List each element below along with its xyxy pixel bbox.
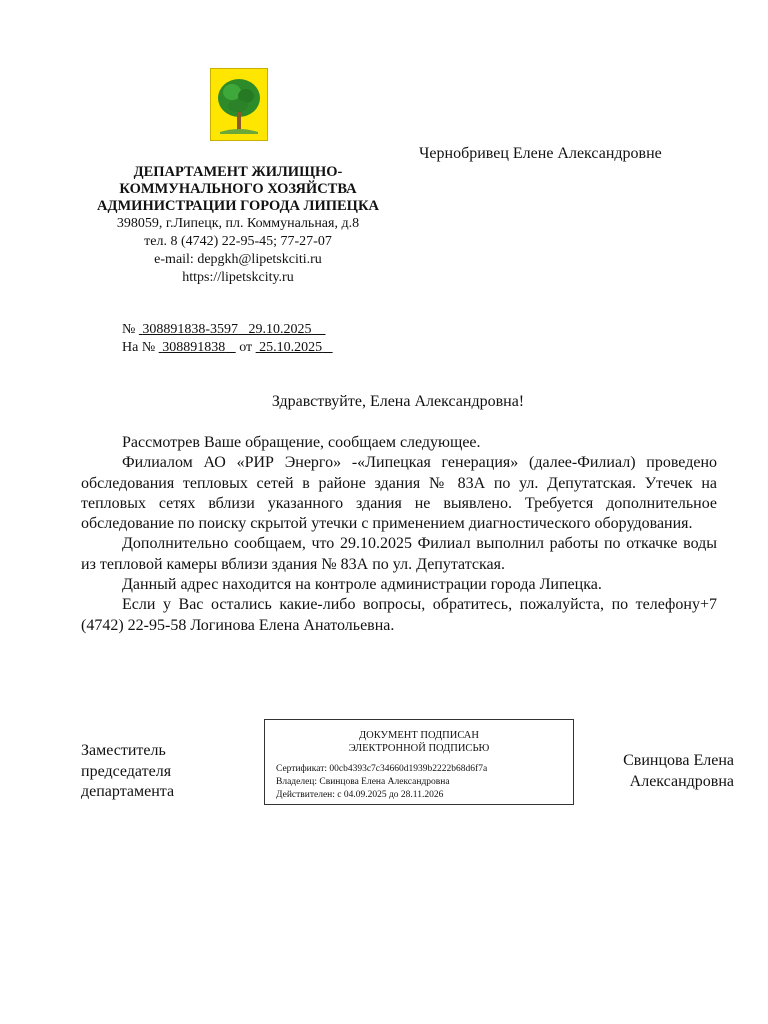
signatory-name [600, 751, 734, 792]
body-paragraph: Данный адрес находится на контроле администрации города Липецка. [122, 576, 602, 594]
outgoing-date: 29.10.2025 [248, 322, 312, 337]
signatory-position [81, 741, 174, 803]
number-label: № [122, 322, 136, 337]
position-line: департамента [81, 783, 175, 800]
position-line: Заместитель [81, 742, 166, 759]
stamp-owner: Владелец: Свинцова Елена Александровна [276, 777, 450, 787]
outgoing-number-field [139, 322, 326, 337]
organization-name-line: КОММУНАЛЬНОГО ХОЗЯЙСТВА [119, 181, 357, 197]
stamp-details [276, 763, 487, 802]
signatory-name-line: Свинцова Елена [623, 752, 734, 769]
stamp-certificate: Сертификат: 00cb4393c7c34660d1939b2222b68d6f7a [276, 764, 488, 774]
body-paragraph: Дополнительно сообщаем, что 29.10.2025 Филиал выполнил работы по откачке воды из тепловой камеры вблизи здания № 83А по ул. Депутатская. [81, 535, 717, 573]
outgoing-number-line [122, 321, 333, 339]
document-references [122, 321, 333, 357]
organization-name-line: ДЕПАРТАМЕНТ ЖИЛИЩНО- [133, 164, 343, 180]
organization-phone: тел. 8 (4742) 22-95-45; 77-27-07 [144, 234, 332, 249]
emblem-tree-icon [210, 68, 268, 141]
city-emblem [210, 68, 268, 141]
body-paragraph: Рассмотрев Ваше обращение, сообщаем следующее. [122, 434, 481, 451]
reply-number-field [159, 340, 236, 355]
reply-date: 25.10.2025 [259, 340, 323, 355]
organization-email: e-mail: depgkh@lipetskciti.ru [154, 252, 322, 267]
signatory-name-line: Александровна [629, 772, 734, 790]
electronic-signature-stamp [264, 719, 574, 805]
stamp-validity: Действителен: с 04.09.2025 до 28.11.2026 [276, 790, 444, 800]
reply-label: На № [122, 340, 156, 355]
stamp-title-line: ЭЛЕКТРОННОЙ ПОДПИСЬЮ [348, 743, 490, 754]
outgoing-number: 308891838-3597 [142, 322, 239, 337]
reply-date-field [256, 340, 333, 355]
reply-number: 308891838 [162, 340, 226, 355]
organization-block [68, 164, 408, 287]
organization-website: https://lipetskcity.ru [182, 270, 294, 285]
reply-from-label: от [239, 340, 253, 355]
organization-name-line: АДМИНИСТРАЦИИ ГОРОДА ЛИПЕЦКА [97, 198, 379, 214]
letter-body [81, 433, 717, 636]
stamp-title [265, 729, 573, 755]
body-paragraph: Филиалом АО «РИР Энерго» -«Липецкая генерация» (далее-Филиал) проведено обследования тепловых сетей в районе здания № 83А по ул. Депутатская. Утечек на тепловых сетях вблизи указанного здания не выявлено. Требуется дополнительное обследование по поиску скрытой утечки с применением диагностического оборудования. [81, 454, 717, 533]
organization-address: 398059, г.Липецк, пл. Коммунальная, д.8 [116, 216, 360, 231]
reply-reference-line [122, 339, 333, 357]
body-paragraph: Если у Вас остались какие-либо вопросы, обратитесь, пожалуйста, по телефону+7 (4742) 22-95-58 Логинова Елена Анатольевна. [81, 596, 717, 634]
greeting: Здравствуйте, Елена Александровна! [271, 393, 525, 410]
recipient-name: Чернобривец Елене Александровне [419, 145, 662, 162]
position-line: председателя [81, 762, 172, 780]
stamp-title-line: ДОКУМЕНТ ПОДПИСАН [359, 730, 479, 741]
